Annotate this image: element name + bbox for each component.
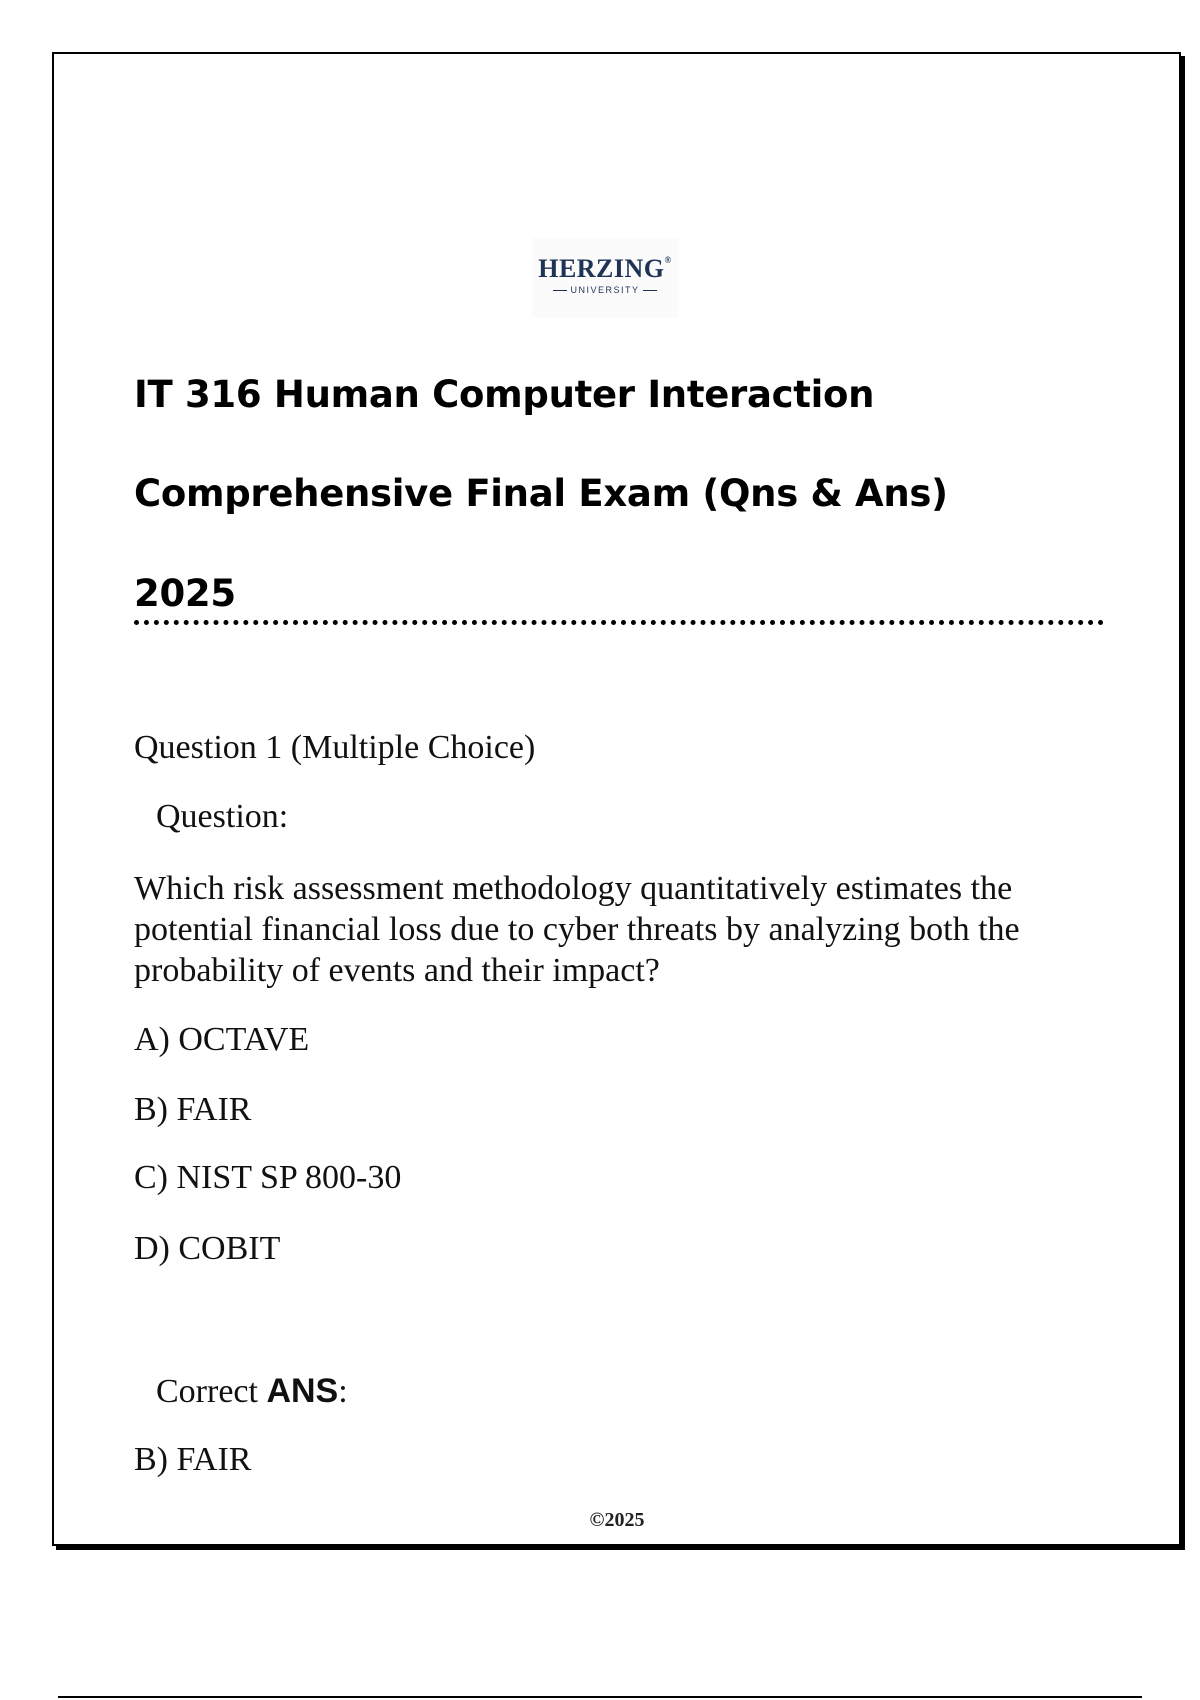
exam-title: Comprehensive Final Exam (Qns & Ans) — [134, 472, 948, 515]
question-text: Which risk assessment methodology quantitatively estimates the potential financial loss due to cyber threats by analyzing both the probability of events and their impact? — [134, 870, 1020, 989]
copyright: ©2025 — [589, 1509, 645, 1531]
correct-answer-label: Correct ANS: — [156, 1372, 348, 1410]
option-c: C) NIST SP 800-30 — [134, 1159, 402, 1196]
logo-wordmark: HERZING® — [538, 254, 672, 283]
question-label: Question: — [156, 798, 289, 835]
bottom-rule — [58, 1696, 1142, 1698]
dotted-divider — [134, 620, 1104, 625]
course-title: IT 316 Human Computer Interaction — [134, 373, 875, 416]
option-a: A) OCTAVE — [134, 1021, 310, 1058]
option-d: D) COBIT — [134, 1230, 281, 1267]
herzing-university-logo — [532, 238, 678, 318]
question-heading: Question 1 (Multiple Choice) — [134, 729, 536, 766]
logo-subtitle: UNIVERSITY — [532, 285, 678, 295]
option-b: B) FAIR — [134, 1091, 252, 1128]
exam-year: 2025 — [134, 572, 236, 615]
correct-answer: B) FAIR — [134, 1441, 252, 1478]
